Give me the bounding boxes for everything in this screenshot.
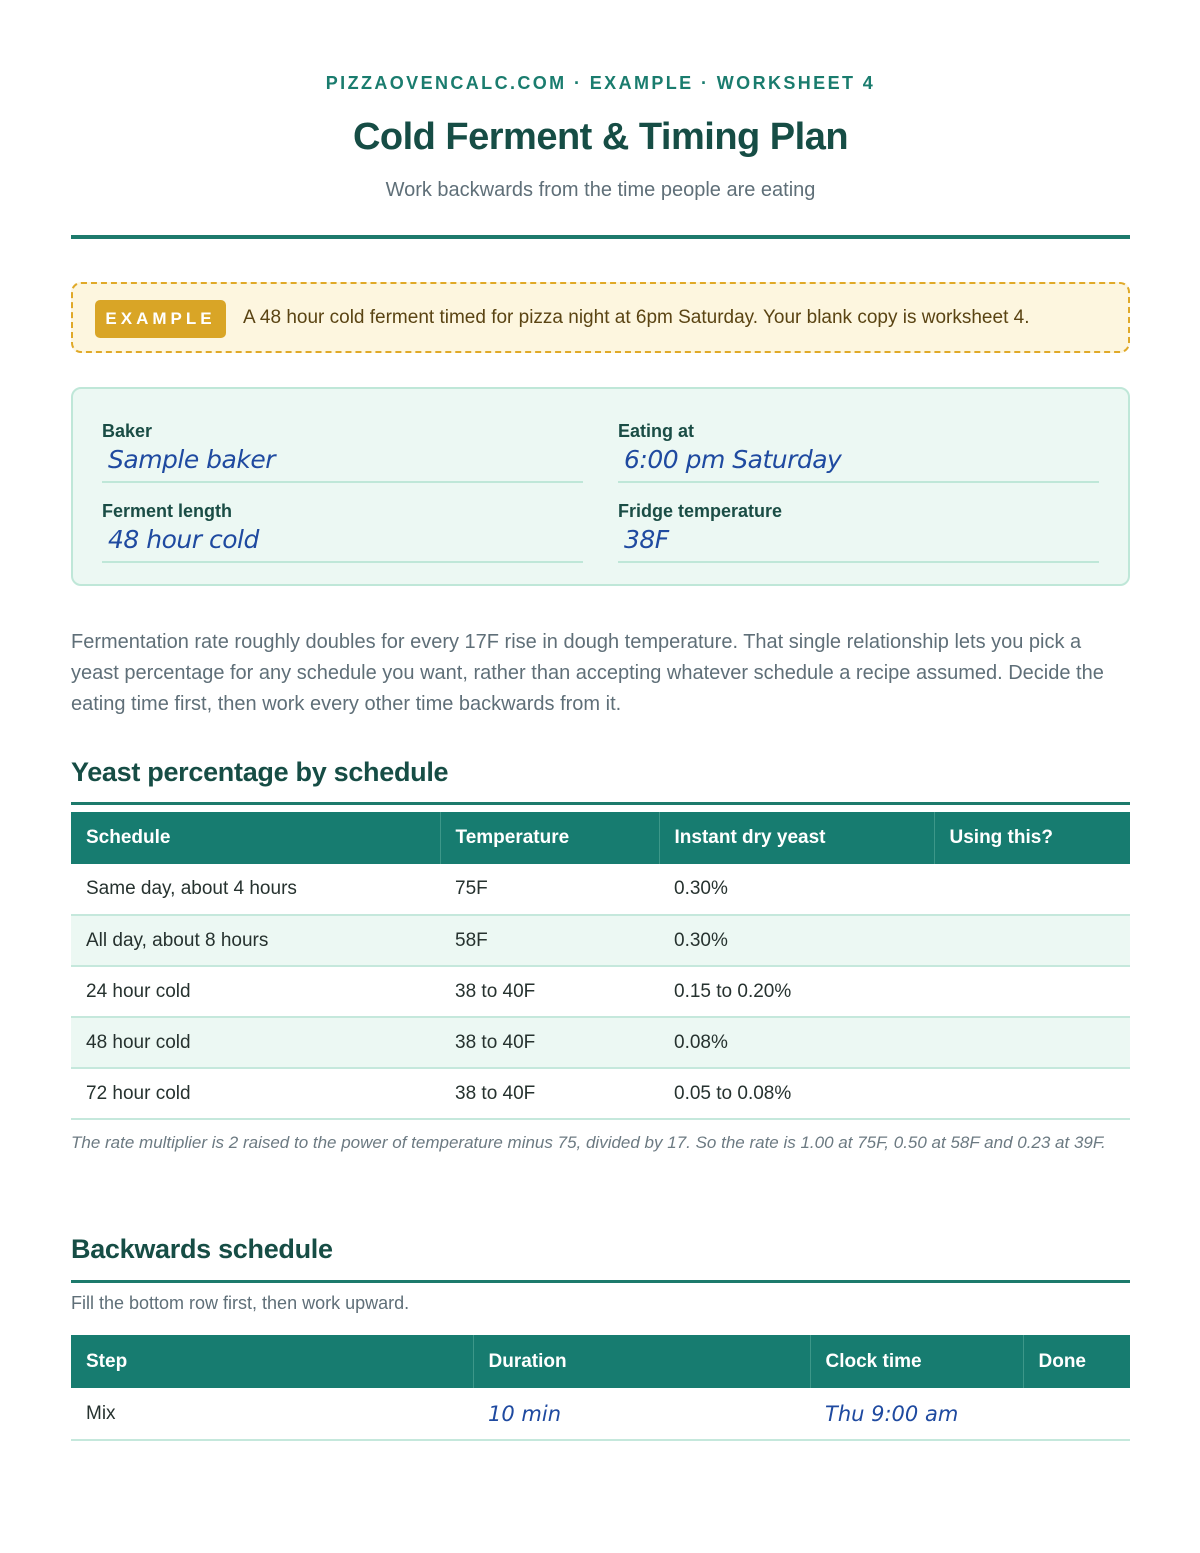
field-underline [618,561,1099,563]
using-this-cell[interactable] [934,864,1130,915]
field-value: 6:00 pm Saturday [624,445,842,474]
schedule-cell: All day, about 8 hours [71,915,440,966]
yeast-cell: 0.05 to 0.08% [659,1068,934,1119]
column-header: Temperature [440,812,659,864]
table-header-row [71,1335,1130,1388]
page-subtitle: Work backwards from the time people are eating [385,179,816,201]
table-row [71,1068,1130,1119]
example-callout [71,282,1130,353]
schedule-cell: 24 hour cold [71,966,440,1017]
column-header: Instant dry yeast [659,812,934,864]
temperature-cell: 38 to 40F [440,1068,659,1119]
done-cell[interactable] [1023,1388,1130,1440]
field-underline [102,481,583,483]
table-row [71,1017,1130,1068]
using-this-cell[interactable] [934,966,1130,1017]
schedule-cell: Same day, about 4 hours [71,864,440,915]
using-this-cell[interactable] [934,1068,1130,1119]
yeast-table [71,812,1130,1120]
field-value: 38F [624,525,669,554]
intro-paragraph: Fermentation rate roughly doubles for every 17F rise in dough temperature. That single relationship lets you pick a yeast percentage for any schedule you want, rather than accepting whatever schedule a recipe assumed. Decide the eating time first, then work every other time backwards from it. [71,631,1104,715]
field-label: Ferment length [102,501,233,521]
column-header: Clock time [810,1335,1023,1388]
baker-field[interactable] [102,421,583,481]
schedule-cell: 48 hour cold [71,1017,440,1068]
clock-time-cell[interactable]: Thu 9:00 am [810,1388,1023,1440]
field-underline [102,561,583,563]
schedule-cell: 72 hour cold [71,1068,440,1119]
column-header: Using this? [934,812,1130,864]
page-title: Cold Ferment & Timing Plan [352,116,849,158]
column-header: Step [71,1335,473,1388]
column-header: Schedule [71,812,440,864]
temperature-cell: 58F [440,915,659,966]
field-label: Baker [102,421,153,441]
field-label: Fridge temperature [618,501,783,521]
example-text: A 48 hour cold ferment timed for pizza night at 6pm Saturday. Your blank copy is worksheet 4. [243,307,1030,328]
eyebrow: PIZZAOVENCALC.COM · EXAMPLE · WORKSHEET 4 [325,73,876,93]
using-this-cell[interactable] [934,1017,1130,1068]
step-cell: Mix [71,1388,473,1440]
yeast-cell: 0.30% [659,915,934,966]
eating-at-field[interactable] [618,421,1099,481]
yeast-cell: 0.15 to 0.20% [659,966,934,1017]
section-divider [71,802,1130,805]
column-header: Duration [473,1335,810,1388]
temperature-cell: 38 to 40F [440,1017,659,1068]
field-underline [618,481,1099,483]
using-this-cell[interactable] [934,915,1130,966]
ferment-length-field[interactable] [102,501,583,561]
yeast-cell: 0.30% [659,864,934,915]
header-divider [71,235,1130,239]
table-row [71,915,1130,966]
backwards-section-heading: Backwards schedule [71,1234,333,1264]
section-divider [71,1280,1130,1283]
field-label: Eating at [618,421,695,441]
table-row [71,864,1130,915]
duration-cell[interactable]: 10 min [473,1388,810,1440]
yeast-cell: 0.08% [659,1017,934,1068]
temperature-cell: 38 to 40F [440,966,659,1017]
temperature-cell: 75F [440,864,659,915]
rate-note: The rate multiplier is 2 raised to the power of temperature minus 75, divided by 17. So the rate is 1.00 at 75F, 0.50 at 58F and 0.23 at 39F. [71,1133,1106,1152]
column-header: Done [1023,1335,1130,1388]
backwards-schedule-table [71,1335,1130,1441]
field-value: Sample baker [108,445,276,474]
backwards-subnote: Fill the bottom row first, then work upward. [71,1293,410,1313]
yeast-section-heading: Yeast percentage by schedule [71,757,449,787]
fridge-temperature-field[interactable] [618,501,1099,561]
table-row [71,966,1130,1017]
table-row [71,1388,1130,1440]
field-value: 48 hour cold [108,525,259,554]
table-header-row [71,812,1130,864]
details-form [71,387,1130,586]
example-badge: EXAMPLE [95,300,226,338]
